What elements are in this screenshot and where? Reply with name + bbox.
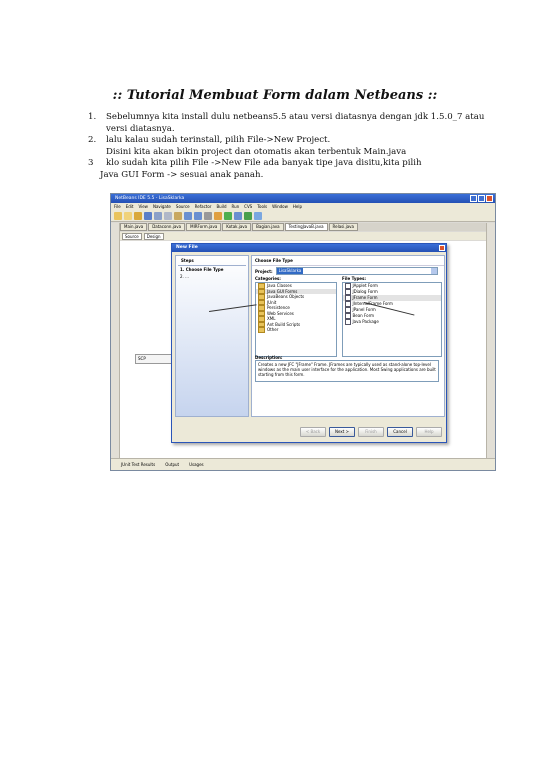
list-item[interactable]: Java GUI Forms [256,289,336,295]
junit-results-tab[interactable]: JUnit Test Results [121,462,156,467]
window-title: NetBeans IDE 5.5 - LisaSklarka [115,196,185,201]
tab-dataconn[interactable]: Dataconn.java [148,223,185,231]
build-icon[interactable] [214,212,222,220]
help-button[interactable]: Help [416,427,442,437]
list-item[interactable]: Ant Build Scripts [256,322,336,328]
back-button[interactable]: < Back [300,427,326,437]
arrow-icon[interactable] [244,212,252,220]
menu-navigate[interactable]: Navigate [152,204,171,209]
open-icon[interactable] [134,212,142,220]
profile-icon[interactable] [254,212,262,220]
menu-file[interactable]: File [114,204,121,209]
list-item[interactable]: JavaBeans Objects [256,294,336,300]
cancel-button[interactable]: Cancel [387,427,413,437]
dialog-buttons [300,427,442,437]
menu-refactor[interactable]: Refactor [194,204,212,209]
new-file-dialog [171,243,447,443]
list-item[interactable]: Java Package [343,319,441,325]
list-item[interactable]: XML [256,316,336,322]
copy-icon[interactable] [164,212,172,220]
menu-source[interactable]: Source [175,204,190,209]
find-icon[interactable] [204,212,212,220]
step-line: Sebelumnya kita install dulu netbeans5.5 atau versi diatasnya dengan jdk 1.5.0_7 atau [106,112,485,122]
list-item[interactable]: Web Services [256,311,336,317]
menu-cvs[interactable]: CVS [244,204,253,209]
close-icon[interactable] [486,195,493,202]
menu-window[interactable]: Window [272,204,288,209]
list-item[interactable]: JFrame Form [343,295,441,301]
list-item[interactable]: JUnit [256,300,336,306]
undo-icon[interactable] [184,212,192,220]
wizard-step: 2. ... [180,274,189,279]
toolbar [111,210,495,222]
step-number: 3 [88,158,94,168]
paste-icon[interactable] [174,212,182,220]
file-types-label: File Types: [342,276,366,281]
step-line: versi diatasnya. [106,123,175,134]
menu-bar [111,203,495,210]
output-tab[interactable]: Output [165,462,180,467]
project-select[interactable] [276,267,438,275]
redo-icon[interactable] [194,212,202,220]
source-button[interactable]: Source [122,233,142,240]
description-box: Creates a new JFC "JFrame" Frame. JFrames are typically used as stand-alone top-level windows as the main user interface for the application. Most Swing applications are built starting from this form. [255,360,439,382]
folder-icon [258,327,265,333]
left-side-panels[interactable] [111,223,120,458]
cut-icon[interactable] [154,212,162,220]
list-item[interactable]: Bean Form [343,313,441,319]
step-line: Java GUI Form -> sesuai anak panah. [100,169,264,180]
steps-header: Steps [178,256,246,266]
scp-cell: SCP [135,354,189,364]
run-icon[interactable] [224,212,232,220]
wizard-step: 1. Choose File Type [180,267,224,272]
step-number: 1. [88,112,97,122]
usages-tab[interactable]: Usages [189,462,204,467]
step-line: klo sudah kita pilih File ->New File ada banyak tipe java disitu,kita pilih [106,158,422,168]
step-1 [84,112,504,135]
maximize-icon[interactable] [478,195,485,202]
menu-tools[interactable]: Tools [257,204,268,209]
netbeans-screenshot [110,193,496,471]
list-item[interactable]: JDialog Form [343,289,441,295]
tab-bagian[interactable]: Bagian.java [252,223,283,231]
tab-mirform[interactable]: MIRForm.java [186,223,221,231]
step-number: 2. [88,135,97,145]
list-item[interactable]: JApplet Form [343,283,441,289]
save-icon[interactable] [144,212,152,220]
menu-build[interactable]: Build [216,204,227,209]
bottom-output-tabs [111,458,495,470]
choose-file-type-header: Choose File Type [252,256,444,266]
window-controls [470,195,493,202]
tab-testingjavab[interactable]: TestingJavaB.java [285,223,328,231]
list-item[interactable]: JPanel Form [343,307,441,313]
description-label: Description: [255,355,283,360]
menu-edit[interactable]: Edit [125,204,134,209]
new-file-icon[interactable] [124,212,132,220]
tab-main[interactable]: Main.java [120,223,147,231]
categories-label: Categories: [255,276,281,281]
document-title: :: Tutorial Membuat Form dalam Netbeans :: [112,88,438,103]
step-2 [84,135,504,158]
project-row [255,267,438,275]
file-types-list[interactable] [342,282,442,357]
right-side-panels[interactable] [486,223,495,458]
step-line: lalu kalau sudah terinstall, pilih File->New Project. [106,135,331,145]
new-project-icon[interactable] [114,212,122,220]
project-label: Project: [255,268,273,274]
dialog-close-icon[interactable] [439,245,445,251]
dialog-title: New File [176,245,198,250]
steps-list [84,112,504,181]
categories-list[interactable] [255,282,337,357]
menu-run[interactable]: Run [231,204,240,209]
menu-help[interactable]: Help [292,204,302,209]
project-value: LisaSklarka [278,268,302,273]
step-line: Disini kita akan bikin project dan otomatis akan terbentuk Main.java [106,146,407,157]
list-item[interactable]: Java Classes [256,283,336,289]
design-button[interactable]: Design [144,233,164,240]
list-item[interactable]: Persistence [256,305,336,311]
file-type-panel [251,255,445,417]
dialog-titlebar [172,244,446,252]
chevron-down-icon[interactable] [431,268,437,274]
wizard-steps-panel [175,255,249,417]
next-button[interactable]: Next > [329,427,355,437]
window-titlebar [111,194,495,203]
minimize-icon[interactable] [470,195,477,202]
step-3 [84,158,504,181]
editor-tabs [120,223,486,231]
menu-view[interactable]: View [138,204,148,209]
editor-toolbar [120,232,486,240]
list-item[interactable]: JInternalFrame Form [343,301,441,307]
tab-relasi[interactable]: Relasi.java [329,223,358,231]
package-icon [345,319,351,325]
debug-icon[interactable] [234,212,242,220]
tab-kotak[interactable]: Kotak.java [222,223,251,231]
finish-button[interactable]: Finish [358,427,384,437]
list-item[interactable]: Other [256,327,336,333]
